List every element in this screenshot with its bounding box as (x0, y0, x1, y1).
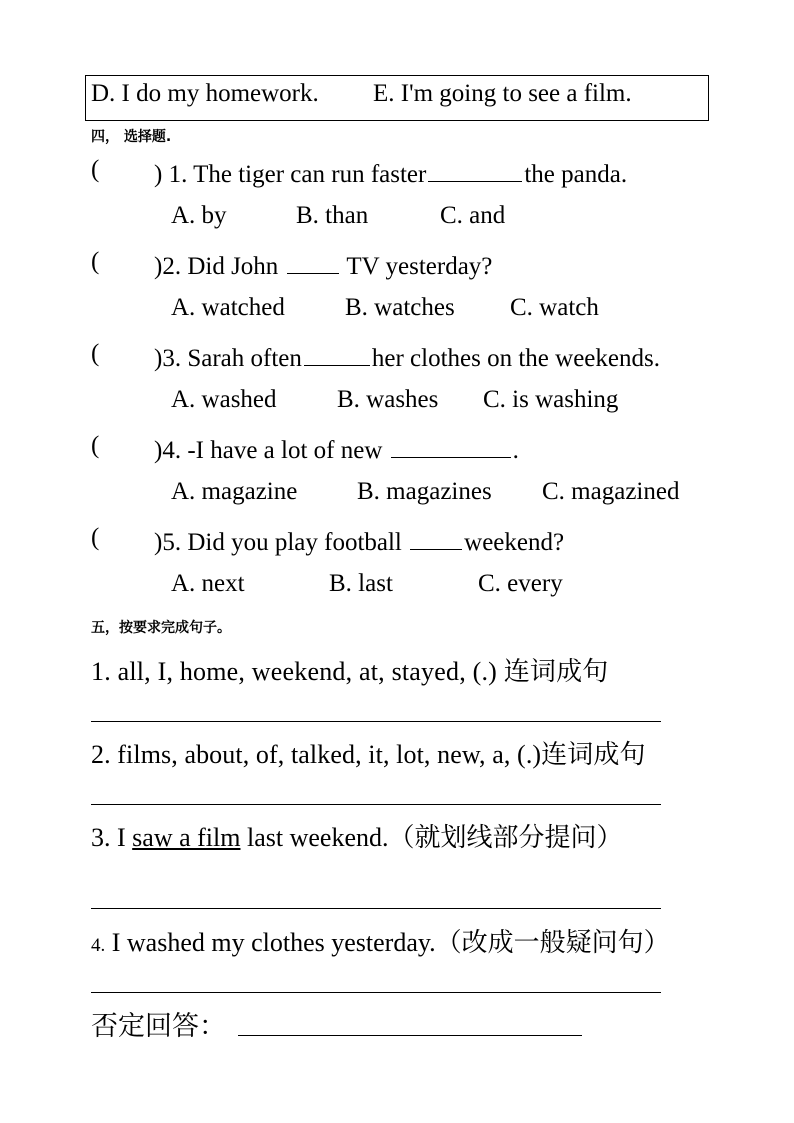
section5-heading: 五，按要求完成句子。 (91, 620, 231, 636)
q3-option-a[interactable]: A. washed (171, 386, 277, 413)
q4-option-b[interactable]: B. magazines (357, 478, 492, 505)
q2-option-a[interactable]: A. watched (171, 294, 285, 321)
item4-text: 4. I washed my clothes yesterday.（改成一般疑问句） (91, 928, 670, 957)
q2-option-c[interactable]: C. watch (510, 294, 599, 321)
item1-answer-line[interactable] (91, 721, 661, 722)
q1-text: ) 1. The tiger can run faster the panda. (154, 156, 627, 189)
q3-text: )3. Sarah often her clothes on the weekends. (154, 340, 660, 373)
section4-heading: 四， 选择题. (91, 129, 172, 145)
item4-answer-line[interactable] (91, 992, 661, 993)
q2-option-b[interactable]: B. watches (345, 294, 455, 321)
underlined-phrase: saw a film (132, 823, 241, 852)
answer-options-box (85, 75, 709, 121)
q5-option-a[interactable]: A. next (171, 570, 245, 597)
q2-text: )2. Did John TV yesterday? (154, 248, 492, 281)
item2-answer-line[interactable] (91, 804, 661, 805)
q3-open-paren: ( (91, 340, 100, 367)
negative-answer-label: 否定回答： (91, 1011, 226, 1042)
q3-blank[interactable] (304, 340, 370, 366)
q1-open-paren: ( (91, 156, 100, 183)
q2-open-paren: ( (91, 248, 100, 275)
option-d: D. I do my homework. (91, 80, 319, 107)
negative-answer-line[interactable] (238, 1035, 582, 1036)
item1-text: 1. all, I, home, weekend, at, stayed, (.) 连词成句 (91, 657, 609, 686)
q5-option-c[interactable]: C. every (478, 570, 563, 597)
q5-blank[interactable] (410, 524, 462, 550)
q5-open-paren: ( (91, 524, 100, 551)
q5-option-b[interactable]: B. last (329, 570, 393, 597)
q2-blank[interactable] (287, 248, 339, 274)
option-e: E. I'm going to see a film. (373, 80, 632, 107)
q4-open-paren: ( (91, 432, 100, 459)
q4-option-c[interactable]: C. magazined (542, 478, 680, 505)
q3-option-c[interactable]: C. is washing (483, 386, 619, 413)
q3-option-b[interactable]: B. washes (337, 386, 439, 413)
q4-text: )4. -I have a lot of new . (154, 432, 519, 465)
q4-option-a[interactable]: A. magazine (171, 478, 298, 505)
q1-option-a[interactable]: A. by (171, 202, 227, 229)
item3-text: 3. I saw a film last weekend.（就划线部分提问） (91, 823, 623, 852)
q4-blank[interactable] (391, 432, 511, 458)
item2-text: 2. films, about, of, talked, it, lot, new, a, (.)连词成句 (91, 740, 646, 769)
item4-number: 4. (91, 935, 106, 956)
item3-answer-line[interactable] (91, 908, 661, 909)
q5-text: )5. Did you play football weekend? (154, 524, 564, 557)
q1-blank[interactable] (428, 156, 522, 182)
q1-option-c[interactable]: C. and (440, 202, 506, 229)
q1-option-b[interactable]: B. than (296, 202, 369, 229)
